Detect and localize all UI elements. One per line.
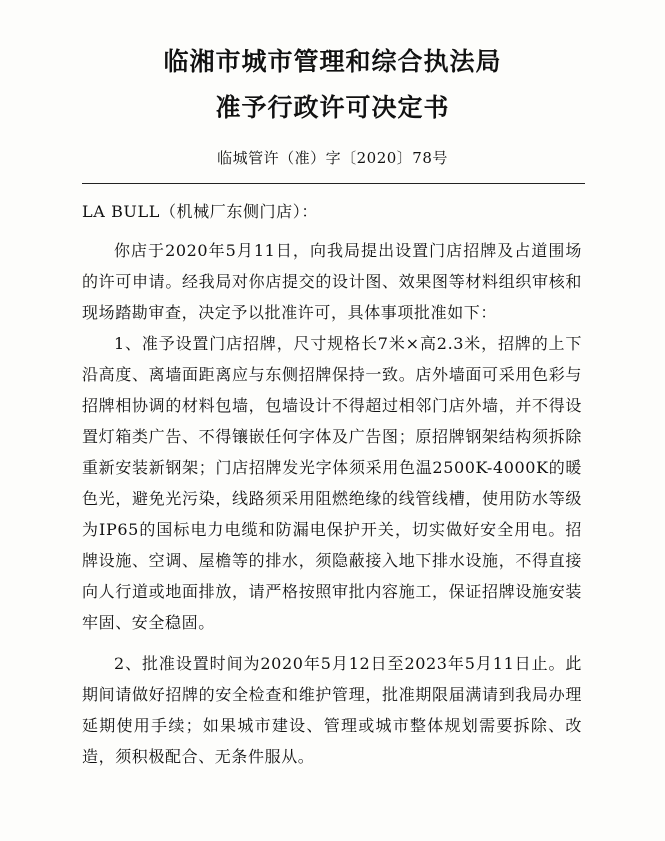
intro-paragraph: 你店于2020年5月11日，向我局提出设置门店招牌及占道围场的许可申请。经我局对你店提交的设计图、效果图等材料组织审核和现场踏勘审查，决定予以批准许可，具体事项批准如下：: [82, 241, 582, 322]
header-divider: [82, 183, 585, 184]
addressee: LA BULL（机械厂东侧门店）：: [82, 202, 318, 221]
item-1-paragraph: 1、准予设置门店招牌，尺寸规格长7米×高2.3米，招牌的上下沿高度、离墙面距离应与东侧招牌保持一致。店外墙面可采用色彩与招牌相协调的材料包墙，包墙设计不得超过相邻门店外墙，并不得设置灯箱类广告、不得镶嵌任何字体及广告图；原招牌钢架结构须拆除重新安装新钢架；门店招牌发光字体须采用色温2500K-4000K的暖色光，避免光污染，线路须采用阻燃绝缘的线管线槽，使用防水等级为IP65的国标电力电缆和防漏电保护开关，切实做好安全用电。招牌设施、空调、屋檐等的排水，须隐蔽接入地下排水设施，不得直接向人行道或地面排放，请严格按照审批内容施工，保证招牌设施安装牢固、安全稳固。: [82, 334, 582, 632]
issuing-authority-title: 临湘市城市管理和综合执法局: [163, 47, 502, 76]
document-body: [82, 196, 582, 772]
document-type-title: 准予行政许可决定书: [215, 93, 450, 122]
item-2-paragraph: 2、批准设置时间为2020年5月12日至2023年5月11日止。此期间请做好招牌的安全检查和维护管理，批准期限届满请到我局办理延期使用手续；如果城市建设、管理或城市整体规划需要拆除、改造，须积极配合、无条件服从。: [82, 654, 582, 766]
document-number: 临城管许（准）字〔2020〕78号: [217, 149, 448, 167]
